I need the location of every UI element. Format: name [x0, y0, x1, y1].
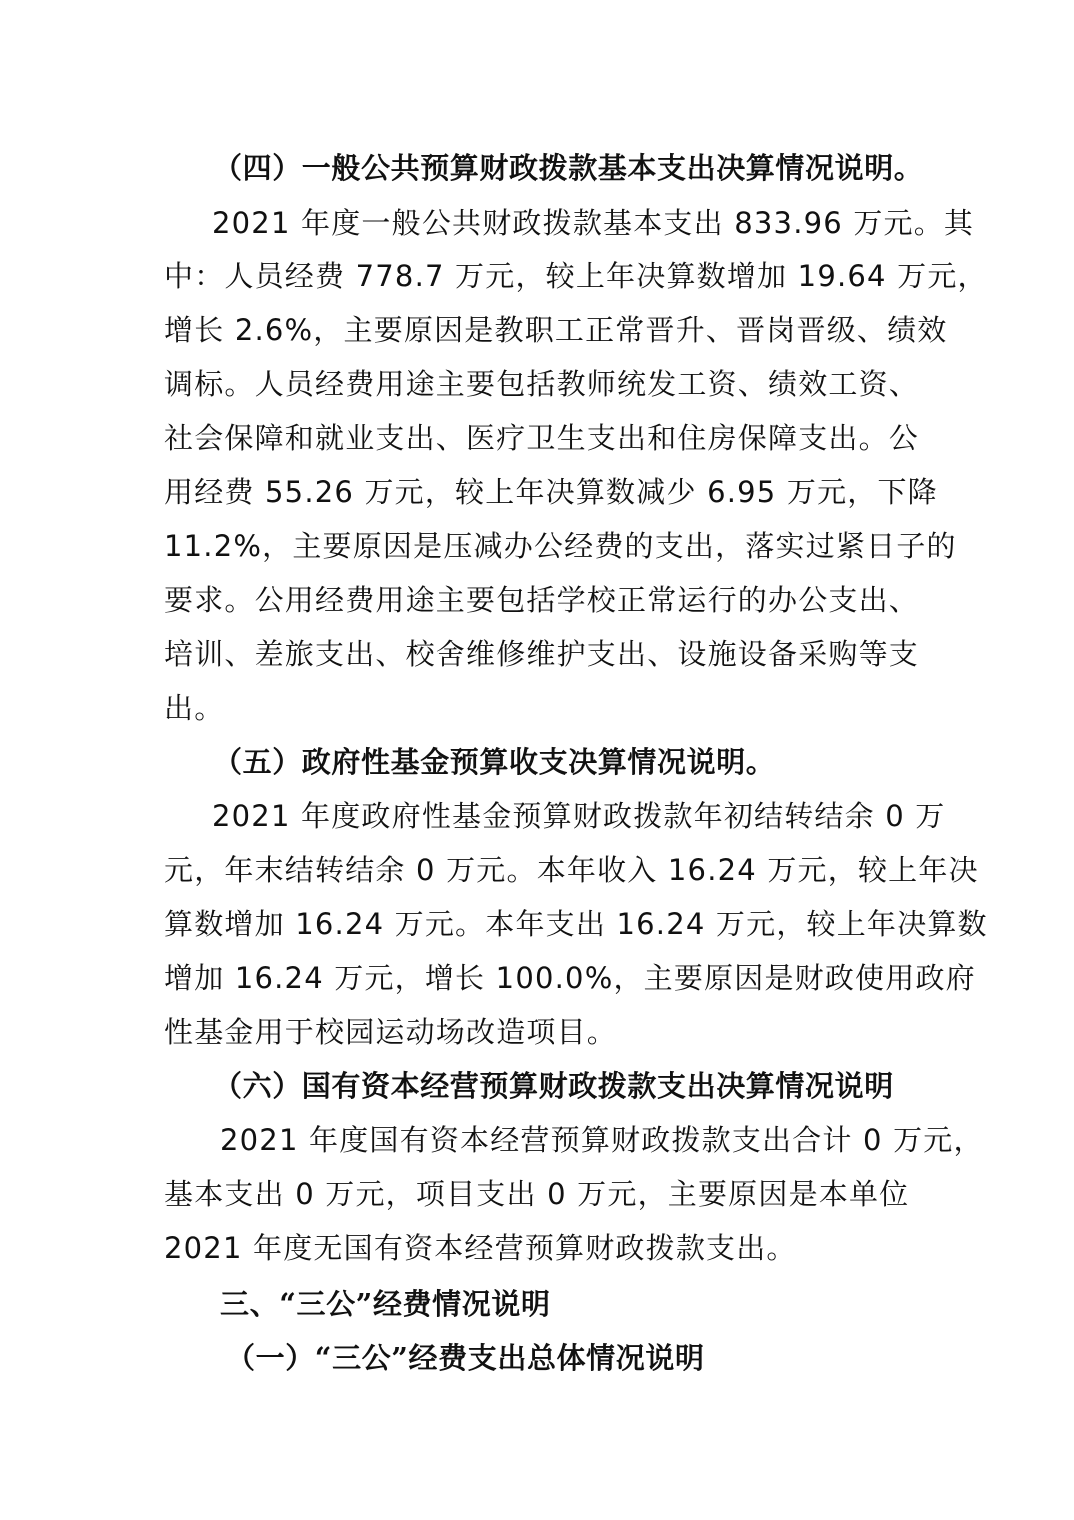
section-3-heading: 三、“三公”经费情况说明	[220, 1287, 551, 1321]
section-5-line-2: 元，年末结转结余 0 万元。本年收入 16.24 万元，较上年决	[164, 853, 979, 887]
section-4-line-4: 调标。人员经费用途主要包括教师统发工资、绩效工资、	[164, 367, 920, 401]
section-5-line-1: 2021 年度政府性基金预算财政拨款年初结转结余 0 万	[212, 799, 946, 833]
section-4-line-8: 要求。公用经费用途主要包括学校正常运行的办公支出、	[164, 583, 920, 617]
section-5-line-3: 算数增加 16.24 万元。本年支出 16.24 万元，较上年决算数	[164, 907, 988, 941]
section-6-heading: （六）国有资本经营预算财政拨款支出决算情况说明	[213, 1069, 894, 1103]
section-4-line-1: 2021 年度一般公共财政拨款基本支出 833.96 万元。其	[212, 206, 975, 240]
section-6-line-2: 基本支出 0 万元，项目支出 0 万元，主要原因是本单位	[164, 1177, 910, 1211]
section-6-line-1: 2021 年度国有资本经营预算财政拨款支出合计 0 万元，	[220, 1123, 984, 1157]
section-4-line-9: 培训、差旅支出、校舍维修维护支出、设施设备采购等支	[164, 637, 920, 671]
section-5-line-4: 增加 16.24 万元，增长 100.0%，主要原因是财政使用政府	[164, 961, 976, 995]
section-3-subheading: （一）“三公”经费支出总体情况说明	[226, 1341, 705, 1375]
section-4-line-3: 增长 2.6%，主要原因是教职工正常晋升、晋岗晋级、绩效	[164, 313, 948, 347]
section-6-line-3: 2021 年度无国有资本经营预算财政拨款支出。	[164, 1231, 797, 1265]
section-4-line-10: 出。	[164, 691, 225, 725]
section-4-line-5: 社会保障和就业支出、医疗卫生支出和住房保障支出。公	[164, 421, 920, 455]
section-4-heading: （四）一般公共预算财政拨款基本支出决算情况说明。	[213, 151, 924, 185]
section-5-heading: （五）政府性基金预算收支决算情况说明。	[213, 745, 776, 779]
section-5-line-5: 性基金用于校园运动场改造项目。	[164, 1015, 618, 1049]
section-4-line-2: 中：人员经费 778.7 万元，较上年决算数增加 19.64 万元，	[164, 259, 988, 293]
section-4-line-7: 11.2%，主要原因是压减办公经费的支出，落实过紧日子的	[164, 529, 957, 563]
section-4-line-6: 用经费 55.26 万元，较上年决算数减少 6.95 万元，下降	[164, 475, 938, 509]
